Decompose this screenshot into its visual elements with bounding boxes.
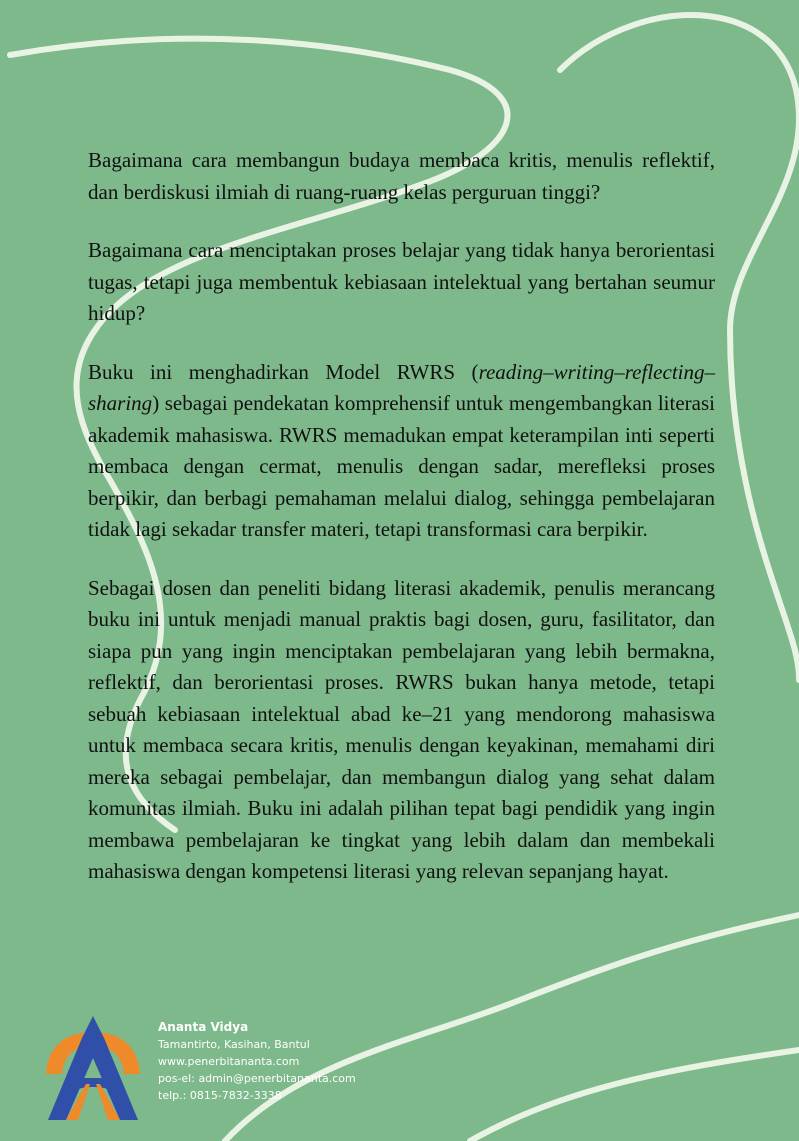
publisher-website: www.penerbitananta.com [158,1055,300,1068]
ananta-vidya-logo-icon [38,1014,148,1122]
blurb-question-2: Bagaimana cara menciptakan proses belajar yang tidak hanya berorientasi tugas, tetapi juga membentuk kebiasaan intelektual yang bertahan seumur hidup? [88,238,715,325]
blurb-rwrs-description [88,357,715,546]
blurb-author-purpose: Sebagai dosen dan peneliti bidang literasi akademik, penulis merancang buku ini untuk menjadi manual praktis bagi dosen, guru, fasilitator, dan siapa pun yang ingin menciptakan pembelajaran yang lebih bermakna, reflektif, dan berorientasi proses. RWRS bukan hanya metode, tetapi sebuah kebiasaan intelektual abad ke–21 yang mendorong mahasiswa untuk membaca secara kritis, menulis dengan keyakinan, memahami diri mereka sebagai pembelajar, dan membangun dialog yang sehat dalam komunitas ilmiah. Buku ini adalah pilihan tepat bagi pendidik yang ingin membawa pembelajaran ke tingkat yang lebih dalam dan membekali mahasiswa dengan kompetensi literasi yang relevan sepanjang hayat. [88,575,715,883]
publisher-info [158,1019,356,1104]
publisher-phone: telp.: 0815-7832-3338 [158,1089,282,1102]
back-cover-blurb [88,145,715,915]
publisher-email: pos-el: admin@penerbitananta.com [158,1072,356,1085]
rwrs-description-start: Buku ini menghadirkan Model RWRS ( [88,359,479,384]
publisher-name: Ananta Vidya [158,1020,249,1034]
publisher-address: Tamantirto, Kasihan, Bantul [158,1038,310,1051]
rwrs-description-end: ) sebagai pendekatan komprehensif untuk mengembangkan literasi akademik mahasiswa. RWRS memadukan empat keterampilan inti seperti membaca dengan cermat, menulis dengan sadar, merefleksi proses berpikir, dan berbagi pemahaman melalui dialog, sehingga pembelajaran tidak lagi sekadar transfer materi, tetapi transformasi cara berpikir. [88,391,715,541]
blurb-question-1: Bagaimana cara membangun budaya membaca kritis, menulis reflektif, dan berdiskusi ilmiah di ruang-ruang kelas perguruan tinggi? [88,148,715,204]
publisher-block [38,1014,438,1124]
rwrs-expansion: reading–writing–reflecting–sharing [88,359,715,415]
